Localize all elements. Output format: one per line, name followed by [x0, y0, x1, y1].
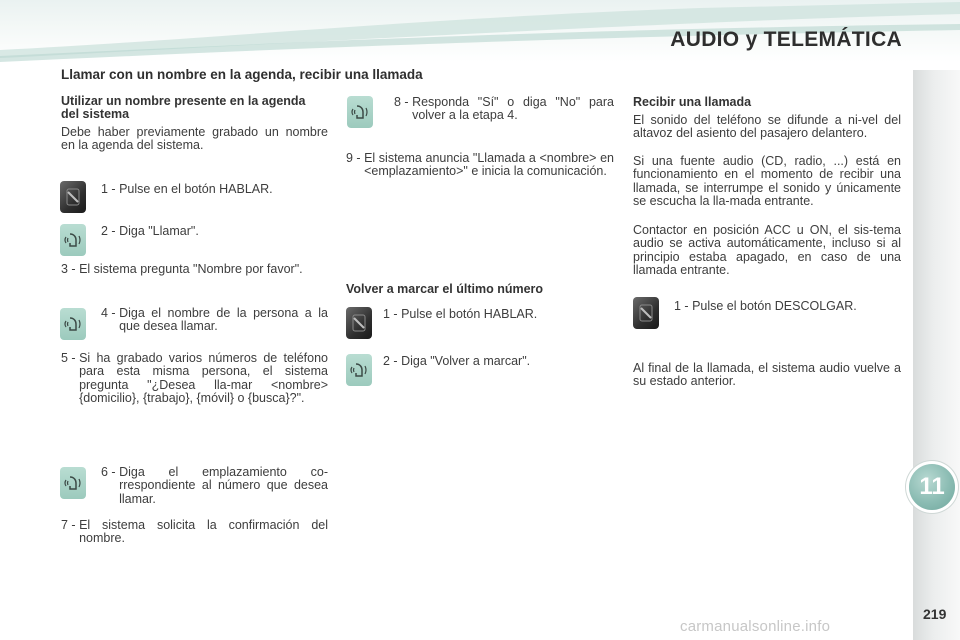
voice-command-icon [347, 96, 373, 128]
col3-answer-step [674, 300, 902, 313]
col2-step-9 [346, 152, 614, 179]
step-text: Pulse en el botón HABLAR. [119, 182, 273, 196]
step-number: 2 - [383, 354, 402, 368]
step-number: 2 - [101, 224, 120, 238]
voice-command-icon [60, 224, 86, 256]
col3-paragraph-2: Si una fuente audio (CD, radio, ...) está en funcionamiento en el momento de recibir una llamada, se interrumpe el sonido y únicamente se escucha la lla-mada entrante. [633, 154, 901, 209]
step-text: Diga "Volver a marcar". [401, 354, 531, 368]
col3-paragraph-1: El sonido del teléfono se difunde a ni-vel del altavoz del asiento del pasajero delantero. [633, 113, 901, 141]
col1-step-4 [101, 307, 328, 334]
col1-step-2 [101, 225, 328, 238]
step-number: 5 - [61, 351, 80, 365]
talk-button-icon [60, 181, 86, 213]
section-title: Llamar con un nombre en la agenda, recibir una llamada [61, 67, 423, 82]
col3-heading: Recibir una llamada [633, 95, 752, 109]
col1-subheading: Utilizar un nombre presente en la agenda del sistema [61, 94, 306, 122]
step-text: El sistema pregunta "Nombre por favor". [79, 262, 303, 276]
step-number: 1 - [674, 299, 693, 313]
col1-step-1 [101, 183, 328, 196]
side-strip [913, 70, 960, 640]
step-text: Diga el nombre de la persona a la que desea llamar. [119, 306, 328, 334]
voice-command-icon [60, 308, 86, 340]
page-number: 219 [923, 606, 947, 622]
col3-closing: Al final de la llamada, el sistema audio vuelve a su estado anterior. [633, 361, 901, 389]
col1-step-6 [101, 466, 328, 506]
col2-step-8 [394, 96, 614, 123]
chapter-badge: 11 [909, 464, 955, 510]
col1-step-3 [61, 263, 328, 276]
step-number: 3 - [61, 262, 80, 276]
step-number: 9 - [346, 151, 365, 165]
step-text: Pulse el botón DESCOLGAR. [692, 299, 857, 313]
step-text: Diga "Llamar". [119, 224, 199, 238]
step-number: 6 - [101, 465, 120, 479]
step-text: Si ha grabado varios números de teléfono para esta misma persona, el sistema pregunta "¿Desea lla-mar <nombre> {domicilio}, {trabajo}, {móvil} o {busca}?". [79, 351, 328, 406]
step-text: El sistema anuncia "Llamada a <nombre> en <emplazamiento>" e inicia la comunicación. [364, 151, 614, 179]
col1-step-7 [61, 519, 328, 546]
voice-command-icon [346, 354, 372, 386]
step-text: Pulse el botón HABLAR. [401, 307, 538, 321]
col2-redial-heading: Volver a marcar el último número [346, 282, 544, 296]
step-number: 8 - [394, 95, 413, 109]
col2-redial-step-2 [383, 355, 614, 368]
step-number: 4 - [101, 306, 120, 320]
step-number: 1 - [383, 307, 402, 321]
step-number: 7 - [61, 518, 80, 532]
voice-command-icon [60, 467, 86, 499]
col1-intro: Debe haber previamente grabado un nombre en la agenda del sistema. [61, 125, 328, 153]
watermark: carmanualsonline.info [680, 618, 831, 635]
step-number: 1 - [101, 182, 120, 196]
answer-button-icon [633, 297, 659, 329]
step-text: Responda "Sí" o diga "No" para volver a la etapa 4. [412, 95, 614, 123]
step-text: Diga el emplazamiento co-rrespondiente al número que desea llamar. [119, 465, 328, 506]
step-text: El sistema solicita la confirmación del nombre. [79, 518, 328, 546]
col1-step-5 [61, 352, 328, 406]
talk-button-icon [346, 307, 372, 339]
col2-redial-step-1 [383, 308, 614, 321]
col3-paragraph-3: Contactor en posición ACC u ON, el sis-tema audio se activa automáticamente, incluso si al principio estaba apagado, en caso de una llamada entrante. [633, 223, 901, 278]
chapter-title: AUDIO y TELEMÁTICA [670, 28, 902, 51]
